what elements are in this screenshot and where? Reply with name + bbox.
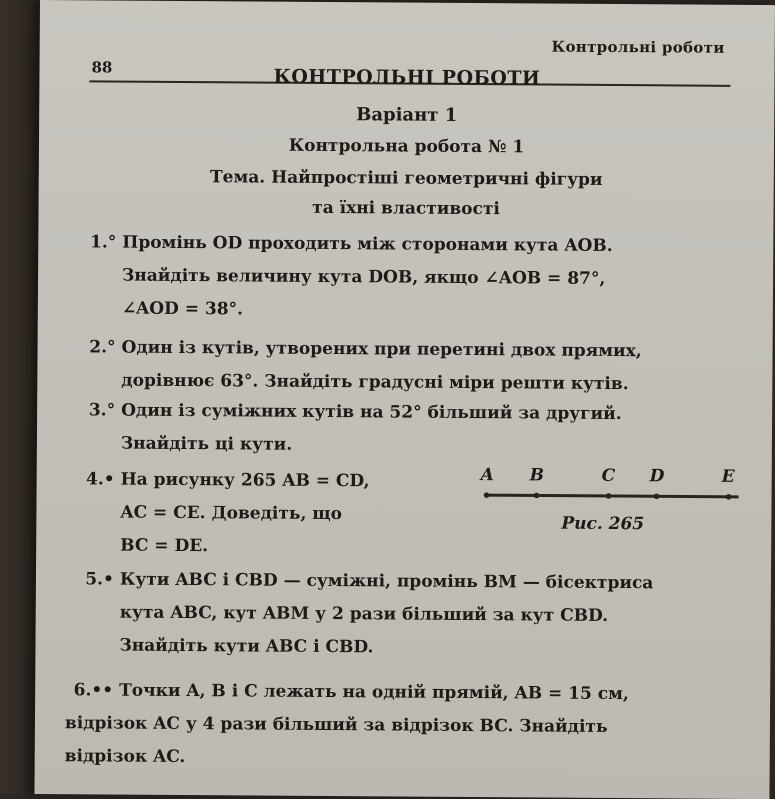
point-label-d: D (649, 466, 665, 487)
task-text-line: AC = CE. Доведіть, що (120, 502, 343, 525)
task-text-line: Один із кутів, утворених при перетині двох прямих, (121, 337, 642, 362)
running-head: Контрольні роботи (551, 37, 725, 57)
point-label-e: E (721, 466, 735, 487)
task-text-line: На рисунку 265 AB = CD, (120, 469, 370, 492)
task-number: 6.•• (73, 680, 114, 701)
point-b-dot (534, 493, 540, 499)
point-a-dot (484, 492, 490, 498)
topic-line-1: Тема. Найпростіші геометричні фігури (209, 167, 603, 190)
work-title: Контрольна робота № 1 (288, 135, 525, 158)
task-number: 4.• (85, 469, 115, 490)
task-number: 1.° (89, 232, 117, 253)
section-title: КОНТРОЛЬНІ РОБОТИ (273, 65, 541, 90)
book-page (34, 0, 775, 799)
task-3 (67, 394, 750, 465)
point-label-c: C (601, 465, 616, 487)
task-number: 2.° (89, 337, 116, 358)
task-1 (68, 226, 752, 330)
point-c-dot (606, 493, 612, 499)
task-text-line: Знайдіть ці кути. (120, 433, 293, 455)
task-6 (35, 674, 749, 778)
task-text-line: дорівнює 63°. Знайдіть градусні міри решти кутів. (121, 370, 629, 395)
task-4 (66, 463, 432, 565)
task-2 (67, 331, 750, 402)
task-text-line: BC = DE. (120, 535, 209, 557)
task-text-line: Знайдіть кути ABC і CBD. (119, 635, 374, 658)
task-text-line: Точки A, B і C лежать на одній прямій, AB = 15 см, (119, 680, 629, 705)
segment-line (485, 495, 739, 497)
point-e-dot (726, 494, 732, 500)
topic-line-2: та їхні властивості (312, 197, 500, 220)
task-text-line: кута ABC, кут ABM у 2 рази більший за кут CBD. (119, 602, 609, 626)
point-label-a: A (480, 465, 494, 486)
task-number: 3.° (88, 400, 116, 421)
variant-title: Варіант 1 (356, 104, 458, 126)
point-label-b: B (529, 465, 545, 486)
task-text-line: Кути ABC і CBD — суміжні, промінь BM — бісектриса (119, 569, 654, 594)
figure-caption: Рис. 265 (561, 513, 645, 535)
task-text-line: відрізок AC у 4 рази більший за відрізок BC. Знайдіть (64, 713, 608, 737)
page-number: 88 (91, 58, 113, 77)
task-number: 5.• (85, 569, 115, 590)
task-text-line: Промінь OD проходить між сторонами кута AOB. (122, 232, 613, 257)
point-d-dot (654, 493, 660, 499)
figure-265 (476, 465, 747, 547)
task-text-line: Один із суміжних кутів на 52° більший за другий. (121, 400, 622, 425)
task-text-line: ∠AOD = 38°. (121, 298, 244, 320)
task-text-line: відрізок AC. (64, 746, 186, 768)
task-text-line: Знайдіть величину кута DOB, якщо ∠AOB = 87°, (122, 265, 606, 289)
task-5 (65, 563, 749, 667)
